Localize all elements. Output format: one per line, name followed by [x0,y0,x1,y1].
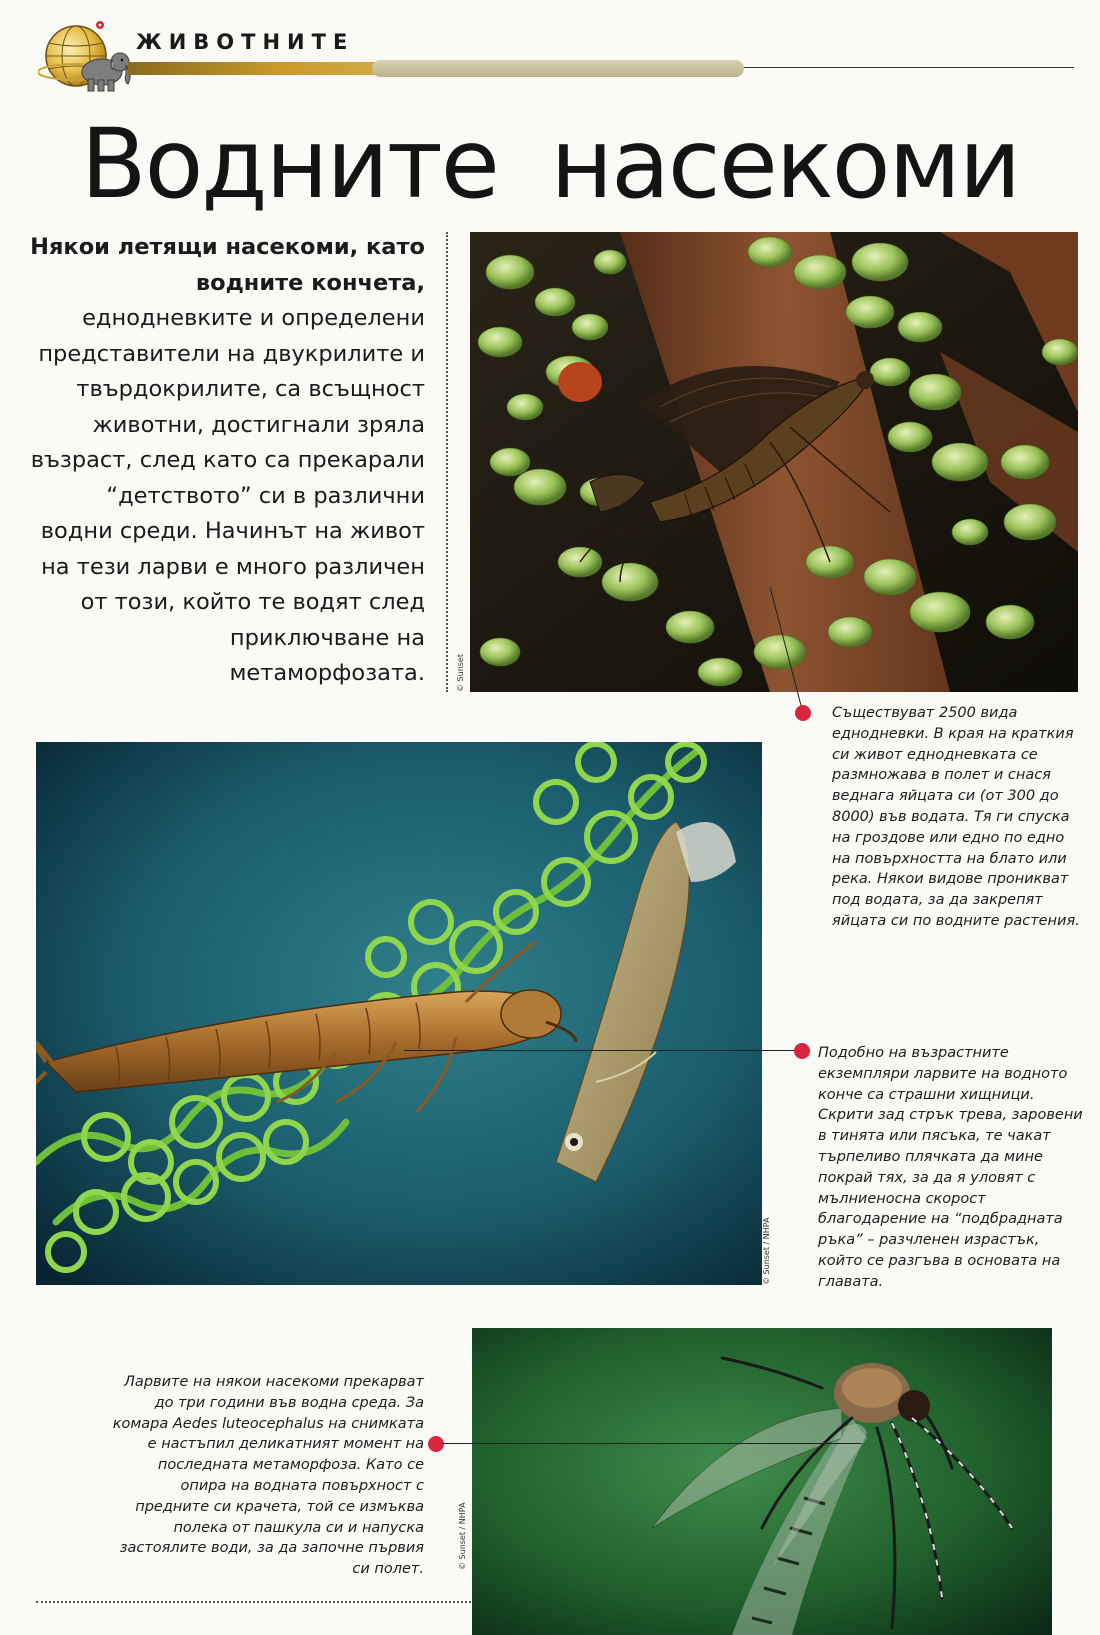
page-title: Водните насекоми [80,108,1020,220]
header-bar-pale [372,60,744,77]
mosquito-photo-credit: © Sunset / NHPA [458,1502,467,1570]
bottom-dotted-rule [36,1601,471,1603]
globe-elephant-logo-icon [38,16,134,96]
dragonfly-caption-dot [794,1043,810,1059]
mayfly-caption-dot [795,705,811,721]
intro-body: еднодневките и определени представители на двукрилите и твърдокрилите, са всъщност животни, достигнали зряла възраст, след като са прекарали “детството” си в различни водни среди. Начинът на живот на тези ларви е много различен от този, който те водят след приключване на метаморфозата. [30,305,425,686]
intro-divider [446,232,448,692]
section-label: ЖИВОТНИТЕ [136,30,355,54]
header-bar-gold [128,62,380,75]
mosquito-photo [472,1328,1052,1635]
dragonfly-caption: Подобно на възрастните екземпляри ларвите на водното конче са страшни хищници. Скрити зад стрък трева, заровени в тинята или пясъка, те чакат търпеливо плячката да мине покрай тях, за да я уловят с мълниеносна скорост благодарение на “подбрадната ръка” – разчленен израстък, който се разгъва в основата на главата. [818,1045,1083,1290]
intro-paragraph [30,230,425,692]
dragonfly-pointer [404,1050,800,1051]
mayfly-photo-credit: © Sunset [456,654,465,692]
intro-lead: Някои летящи насекоми, като водните кончета, [30,234,425,296]
mosquito-caption: Ларвите на някои насекоми прекарват до три години във водна среда. За комара Aedes luteocephalus на снимката е настъпил деликатният момент на последната метаморфоза. Като се опира на водната повърхност с предните си крачета, той се измъква полека от пашкула си и напуска застоялите води, за да започне първия си полет. [112,1374,424,1578]
mosquito-caption-dot [428,1436,444,1452]
mosquito-pointer [442,1443,862,1444]
mayfly-pointer [770,587,810,717]
mayfly-caption: Съществуват 2500 вида еднодневки. В края на краткия си живот еднодневката се размножава в полет и снася веднага яйцата си (от 300 до 8000) във водата. Тя ги спуска на гроздове или едно по едно на повърхността на блато или река. Някои видове проникват под водата, за да закрепят яйцата си по водните растения. [832,705,1080,929]
header-rule [744,67,1074,68]
dragonfly-larva-photo [36,742,762,1285]
dragonfly-photo-credit: © Sunset / NHPA [762,1217,771,1285]
